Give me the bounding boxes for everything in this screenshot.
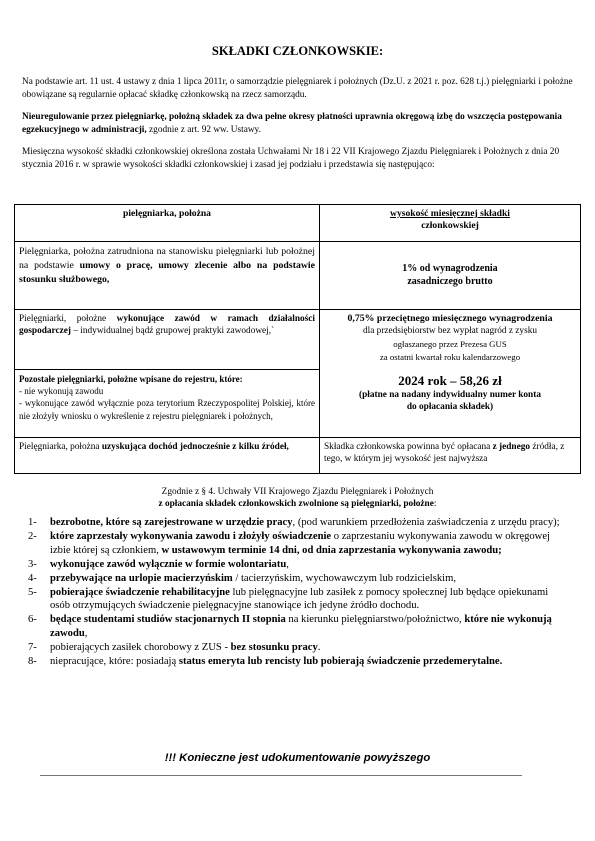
list-item: 7- pobierających zasiłek chorobowy z ZUS - bez stosunku pracy. — [28, 642, 321, 654]
exemption-intro: Zgodnie z § 4. Uchwały VII Krajowego Zjazdu Pielęgniarek i Położnych z opłacania składek członkowskich zwolnione są pielęgniarki, położne: — [158, 487, 437, 510]
row-employed-left: Pielęgniarka, położna zatrudniona na stanowisku pielęgniarki lub położnej na podstawie umowy o pracę, umowy zlecenie albo na podstawie stosunku służbowego, — [15, 242, 320, 310]
page-title: SKŁADKI CZŁONKOWSKIE: — [211, 44, 384, 58]
list-item: 3- wykonujące zawód wyłącznie w formie wolontariatu, — [28, 558, 289, 570]
row-business-right: 0,75% przeciętnego miesięcznego wynagrodzenia dla przedsiębiorstw bez wypłat nagród z zysku ogłaszanego przez Prezesa GUS za ostatni kwartał roku kalendarzowego 2024 rok – 58,26 zł (płatne na nadany indywidualny numer konta do opłacania składek) — [320, 310, 581, 438]
fees-table — [14, 204, 581, 474]
table-header-row — [15, 205, 581, 242]
table-row — [15, 242, 581, 310]
table-row — [15, 310, 581, 370]
row-other-left: Pozostałe pielęgniarki, położne wpisane do rejestru, które: - nie wykonują zawodu - wykonujące zawód wyłącznie poza terytorium Rzeczypospolitej Polskiej, które nie złożyły wniosku o wykreślenie z rejestru pielęgniarek i położnych, — [15, 370, 320, 438]
header-right: wysokość miesięcznej składki członkowskiej — [320, 205, 581, 242]
documentation-notice: !!! Konieczne jest udokumentowanie powyższego — [164, 752, 431, 764]
contribution-amount-2024: 2024 rok – 58,26 zł — [398, 372, 502, 388]
list-item: 2- które zaprzestały wykonywania zawodu i złożyły oświadczenie o zaprzestaniu wykonywania zawodu w okręgowej izbie której są członkiem, w ustawowym terminie 14 dni, od dnia zaprzestania wykonywania zawodu; — [28, 530, 550, 556]
intro-paragraph-enforcement: Nieuregulowanie przez pielęgniarkę, położną składek za dwa pełne okresy płatności uprawnia okręgową izbę do wszczęcia postępowania egzekucyjnego w administracji, zgodnie z art. 92 ww. Ustawy. — [22, 112, 562, 135]
row-multiple-income-left: Pielęgniarka, położna uzyskująca dochód jednocześnie z kilku źródeł, — [15, 438, 320, 474]
bottom-divider — [40, 775, 522, 776]
intro-paragraph-legal-basis: Na podstawie art. 11 ust. 4 ustawy z dnia 1 lipca 2011r, o samorządzie pielęgniarek i położnych (Dz.U. z 2021 r. poz. 628 t.j.) pielęgniarki i położne obowiązane są regularnie opłacać składkę członkowską na rzecz samorządu. — [22, 77, 573, 100]
list-item: 8- niepracujące, które: posiadają status emeryta lub rencisty lub pobierają świadczenie przedemerytalne. — [28, 656, 503, 668]
header-left: pielęgniarka, położna — [15, 205, 320, 242]
row-business-left: Pielęgniarki, położne wykonujące zawód w ramach działalności gospodarczej – indywidualnej bądź grupowej praktyki zawodowej,` — [15, 310, 320, 370]
list-item: 4- przebywające na urlopie macierzyńskim / tacierzyńskim, wychowawczym lub rodzicielskim, — [28, 572, 457, 584]
intro-paragraph-resolution: Miesięczna wysokość składki członkowskiej określona została Uchwałami Nr 18 i 22 VII Krajowego Zjazdu Pielęgniarek i Położnych z dnia 20 stycznia 2016 r. w sprawie wysokości składki członkowskiej i zasad jej podziału i przedstawia się następująco: — [22, 147, 560, 170]
row-employed-right: 1% od wynagrodzenia zasadniczego brutto — [320, 242, 581, 310]
list-item: 5- pobierające świadczenie rehabilitacyjne lub pielęgnacyjne lub zasiłek z pomocy społecznej lub będące opiekunami osób otrzymujących świadczenie pielęgnacyjne stanowiące ich jedyne źródło dochodu. — [28, 586, 549, 612]
enforcement-warning: Nieuregulowanie przez pielęgniarkę, położną składek za dwa pełne okresy płatności uprawnia okręgową izbę do wszczęcia postępowania egzekucyjnego w administracji, — [22, 112, 562, 135]
row-multiple-income-right: Składka członkowska powinna być opłacana z jednego źródła, z tego, w którym jej wysokość jest najwyższa — [320, 438, 581, 474]
list-item: 1- bezrobotne, które są zarejestrowane w urzędzie pracy, (pod warunkiem przedłożenia zaświadczenia z urzędu pracy); — [28, 517, 560, 528]
list-item: 6- będące studentami studiów stacjonarnych II stopnia na kierunku pielęgniarstwo/położnictwo, które nie wykonują zawodu, — [28, 614, 552, 640]
table-row — [15, 438, 581, 474]
exemption-list — [28, 516, 568, 669]
